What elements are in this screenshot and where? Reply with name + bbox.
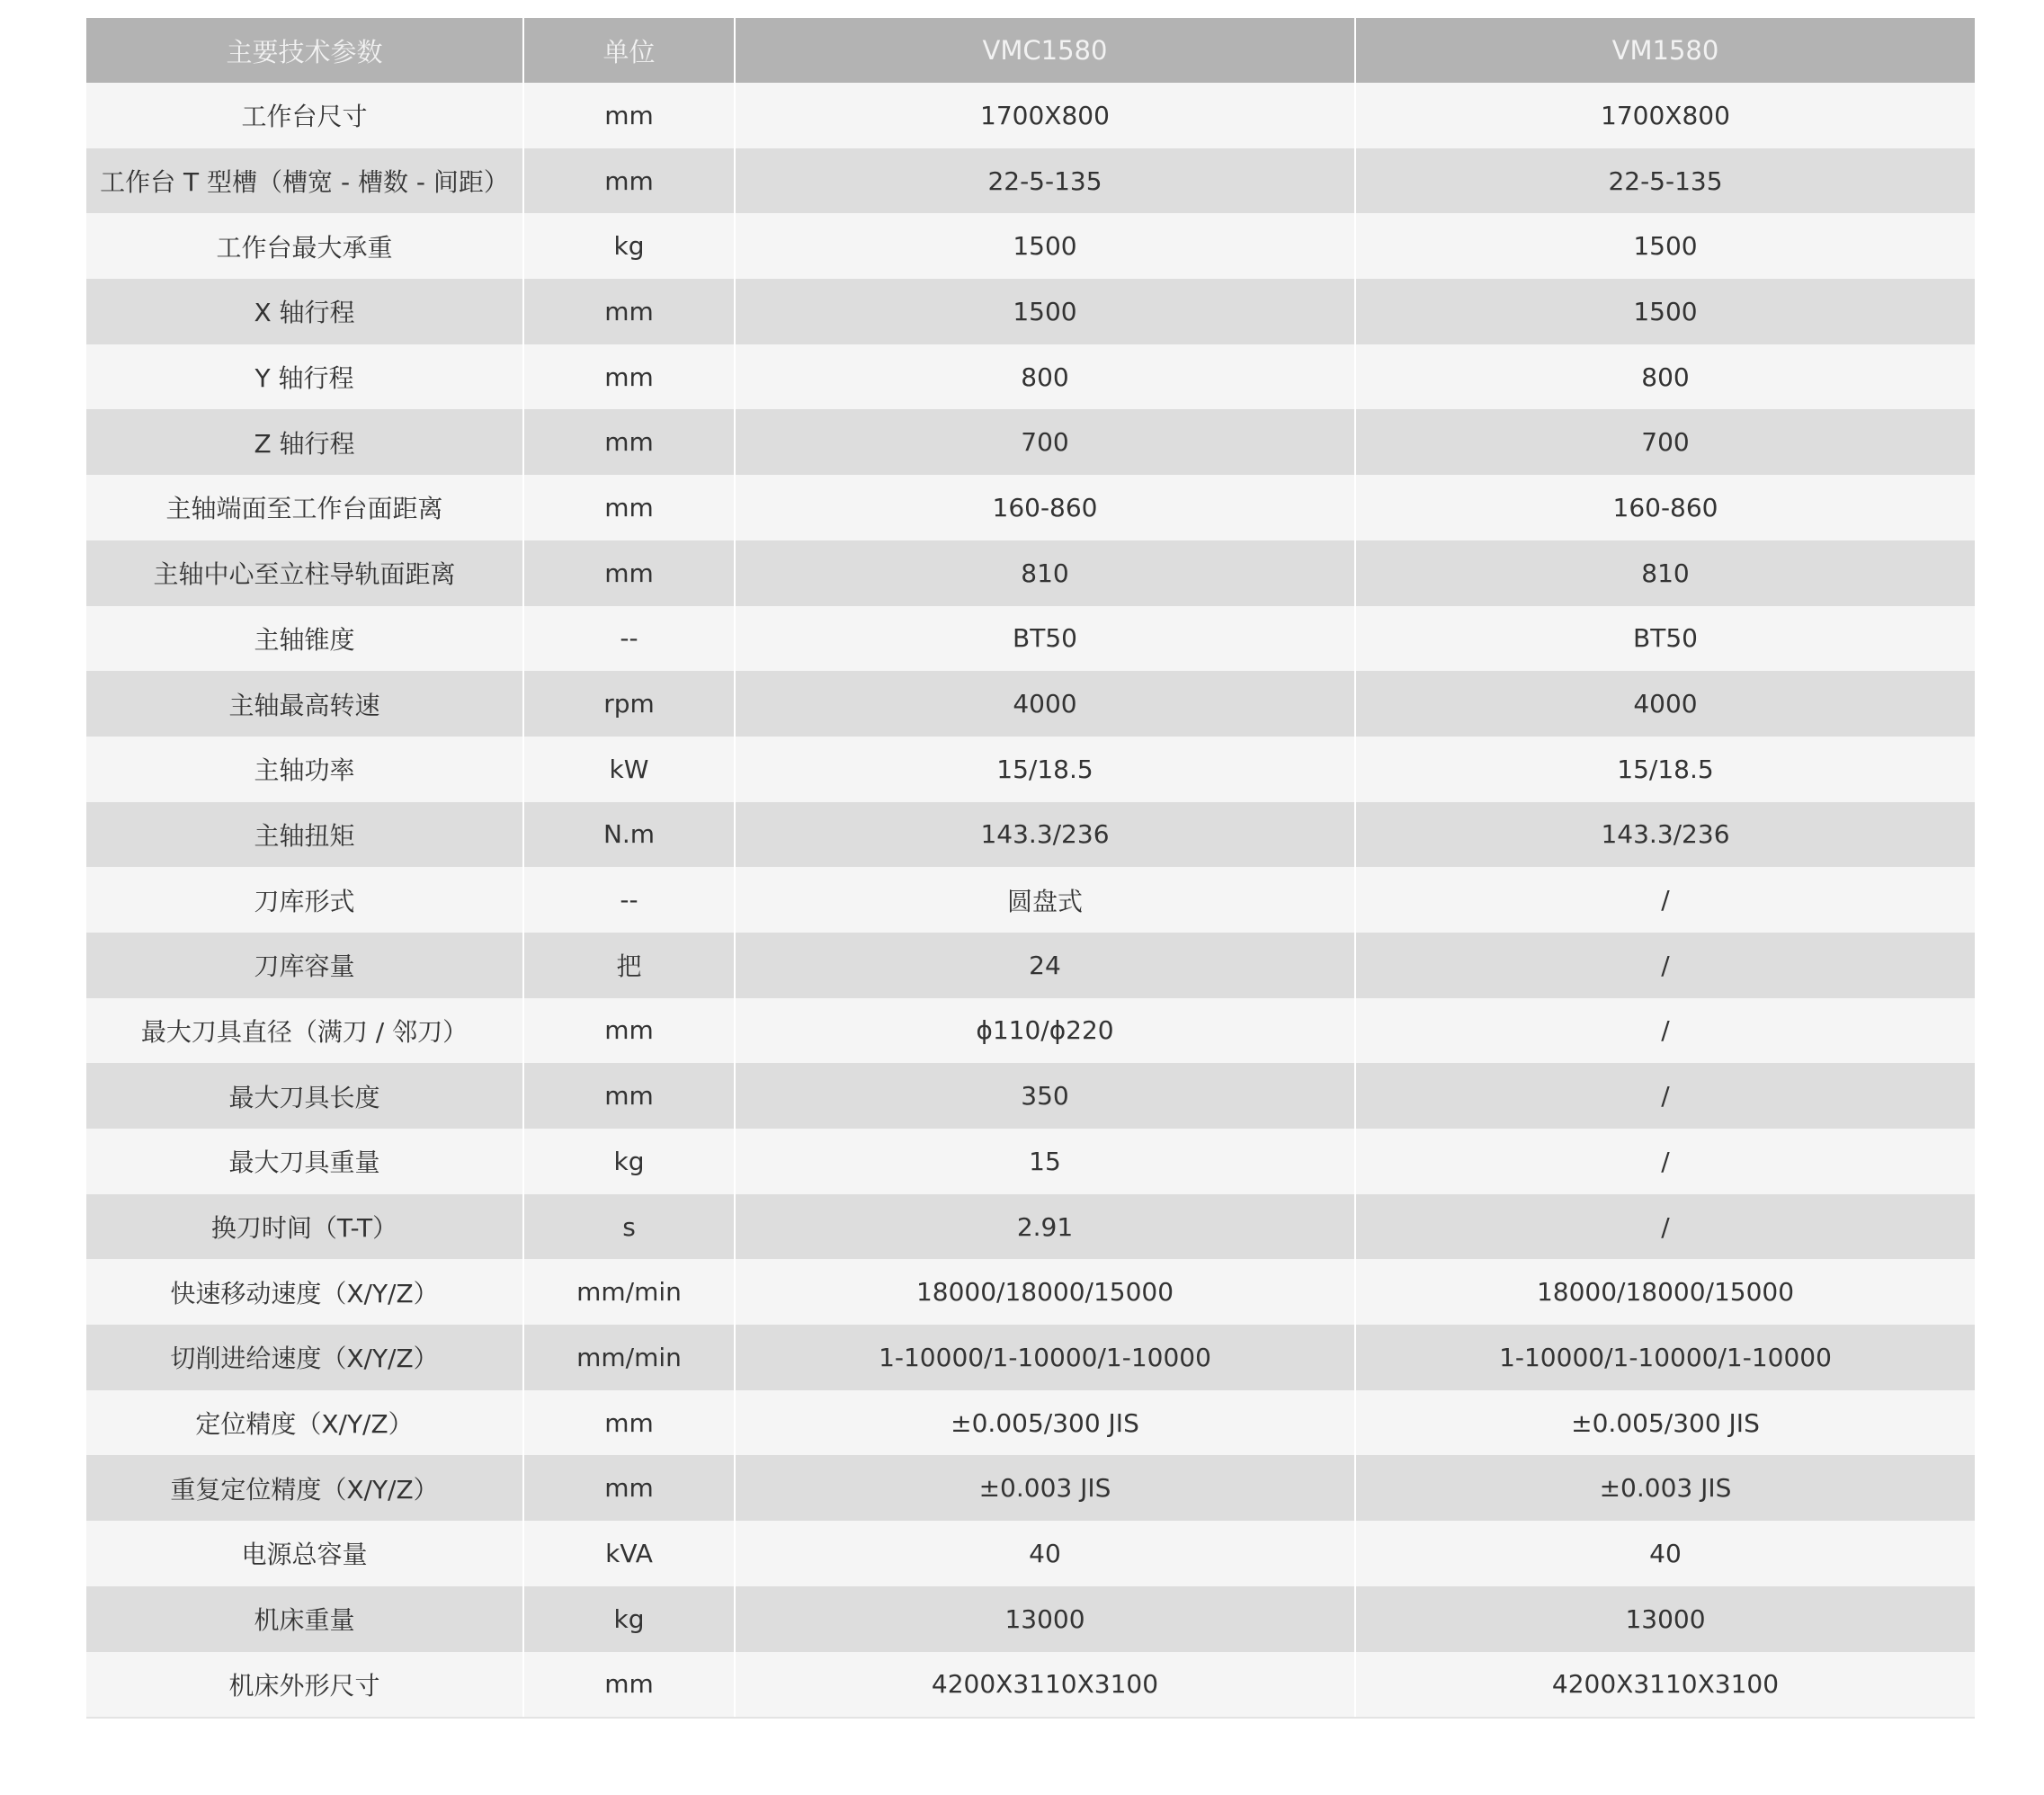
unit-cell: mm xyxy=(523,83,735,148)
parameter-cell: Y 轴行程 xyxy=(86,344,523,410)
header-unit: 单位 xyxy=(523,18,735,83)
table-row xyxy=(86,148,1975,214)
vmc1580-value-cell: 15/18.5 xyxy=(735,737,1355,802)
unit-cell: mm xyxy=(523,540,735,606)
table-row xyxy=(86,344,1975,410)
vmc1580-value-cell: 810 xyxy=(735,540,1355,606)
vmc1580-value-cell: 1700X800 xyxy=(735,83,1355,148)
vm1580-value-cell: 22-5-135 xyxy=(1355,148,1975,214)
vmc1580-value-cell: BT50 xyxy=(735,606,1355,672)
vmc1580-value-cell: 143.3/236 xyxy=(735,802,1355,868)
table-row xyxy=(86,1063,1975,1129)
unit-cell: -- xyxy=(523,606,735,672)
vmc1580-value-cell: 160-860 xyxy=(735,475,1355,540)
unit-cell: rpm xyxy=(523,671,735,737)
table-header xyxy=(86,18,1975,83)
table-row xyxy=(86,1194,1975,1260)
table-row xyxy=(86,998,1975,1064)
table-row xyxy=(86,475,1975,540)
parameter-cell: 主轴功率 xyxy=(86,737,523,802)
vmc1580-value-cell: 350 xyxy=(735,1063,1355,1129)
vm1580-value-cell: BT50 xyxy=(1355,606,1975,672)
unit-cell: kVA xyxy=(523,1521,735,1586)
unit-cell: -- xyxy=(523,867,735,933)
vm1580-value-cell: 1500 xyxy=(1355,213,1975,279)
table-row xyxy=(86,1390,1975,1456)
vmc1580-value-cell: 22-5-135 xyxy=(735,148,1355,214)
parameter-cell: 工作台 T 型槽（槽宽 - 槽数 - 间距） xyxy=(86,148,523,214)
unit-cell: mm/min xyxy=(523,1259,735,1325)
table-row xyxy=(86,1521,1975,1586)
vmc1580-value-cell: 18000/18000/15000 xyxy=(735,1259,1355,1325)
unit-cell: mm xyxy=(523,475,735,540)
parameter-cell: 主轴端面至工作台面距离 xyxy=(86,475,523,540)
parameter-cell: X 轴行程 xyxy=(86,279,523,344)
vmc1580-value-cell: 1500 xyxy=(735,213,1355,279)
vm1580-value-cell: / xyxy=(1355,867,1975,933)
parameter-cell: 主轴扭矩 xyxy=(86,802,523,868)
vm1580-value-cell: 13000 xyxy=(1355,1586,1975,1652)
table-row xyxy=(86,671,1975,737)
unit-cell: mm xyxy=(523,1063,735,1129)
unit-cell: kW xyxy=(523,737,735,802)
table-row xyxy=(86,802,1975,868)
unit-cell: mm xyxy=(523,279,735,344)
parameter-cell: 主轴锥度 xyxy=(86,606,523,672)
parameter-cell: 机床重量 xyxy=(86,1586,523,1652)
parameter-cell: 工作台最大承重 xyxy=(86,213,523,279)
parameter-cell: 刀库形式 xyxy=(86,867,523,933)
table-row xyxy=(86,606,1975,672)
vmc1580-value-cell: 4000 xyxy=(735,671,1355,737)
vm1580-value-cell: / xyxy=(1355,998,1975,1064)
unit-cell: mm xyxy=(523,148,735,214)
table-row xyxy=(86,83,1975,148)
unit-cell: kg xyxy=(523,213,735,279)
header-parameter: 主要技术参数 xyxy=(86,18,523,83)
header-row xyxy=(86,18,1975,83)
vm1580-value-cell: 143.3/236 xyxy=(1355,802,1975,868)
table-row xyxy=(86,279,1975,344)
spec-table xyxy=(86,18,1975,1719)
vm1580-value-cell: 800 xyxy=(1355,344,1975,410)
parameter-cell: 最大刀具直径（满刀 / 邻刀） xyxy=(86,998,523,1064)
vmc1580-value-cell: 24 xyxy=(735,933,1355,998)
vm1580-value-cell: 18000/18000/15000 xyxy=(1355,1259,1975,1325)
vm1580-value-cell: 1-10000/1-10000/1-10000 xyxy=(1355,1325,1975,1390)
parameter-cell: 快速移动速度（X/Y/Z） xyxy=(86,1259,523,1325)
table-row xyxy=(86,933,1975,998)
table-row xyxy=(86,737,1975,802)
vm1580-value-cell: 4200X3110X3100 xyxy=(1355,1652,1975,1719)
vm1580-value-cell: 4000 xyxy=(1355,671,1975,737)
table-row xyxy=(86,1259,1975,1325)
parameter-cell: 机床外形尺寸 xyxy=(86,1652,523,1719)
vm1580-value-cell: 15/18.5 xyxy=(1355,737,1975,802)
vm1580-value-cell: 1500 xyxy=(1355,279,1975,344)
vmc1580-value-cell: 4200X3110X3100 xyxy=(735,1652,1355,1719)
unit-cell: mm xyxy=(523,998,735,1064)
table-row xyxy=(86,409,1975,475)
unit-cell: s xyxy=(523,1194,735,1260)
unit-cell: N.m xyxy=(523,802,735,868)
vmc1580-value-cell: 圆盘式 xyxy=(735,867,1355,933)
vm1580-value-cell: / xyxy=(1355,1063,1975,1129)
parameter-cell: Z 轴行程 xyxy=(86,409,523,475)
vm1580-value-cell: / xyxy=(1355,1194,1975,1260)
vm1580-value-cell: ±0.005/300 JIS xyxy=(1355,1390,1975,1456)
vm1580-value-cell: ±0.003 JIS xyxy=(1355,1455,1975,1521)
table-row xyxy=(86,1652,1975,1719)
vm1580-value-cell: 1700X800 xyxy=(1355,83,1975,148)
vm1580-value-cell: 810 xyxy=(1355,540,1975,606)
table-row xyxy=(86,1586,1975,1652)
parameter-cell: 切削进给速度（X/Y/Z） xyxy=(86,1325,523,1390)
unit-cell: kg xyxy=(523,1129,735,1194)
table-row xyxy=(86,867,1975,933)
table-row xyxy=(86,1455,1975,1521)
vmc1580-value-cell: 1500 xyxy=(735,279,1355,344)
table-body xyxy=(86,83,1975,1718)
header-model-vmc1580: VMC1580 xyxy=(735,18,1355,83)
unit-cell: mm xyxy=(523,1390,735,1456)
table-row xyxy=(86,1129,1975,1194)
parameter-cell: 主轴最高转速 xyxy=(86,671,523,737)
parameter-cell: 换刀时间（T-T） xyxy=(86,1194,523,1260)
vm1580-value-cell: / xyxy=(1355,933,1975,998)
parameter-cell: 定位精度（X/Y/Z） xyxy=(86,1390,523,1456)
vmc1580-value-cell: ±0.005/300 JIS xyxy=(735,1390,1355,1456)
unit-cell: mm/min xyxy=(523,1325,735,1390)
parameter-cell: 最大刀具重量 xyxy=(86,1129,523,1194)
parameter-cell: 最大刀具长度 xyxy=(86,1063,523,1129)
vmc1580-value-cell: ϕ110/ϕ220 xyxy=(735,998,1355,1064)
parameter-cell: 主轴中心至立柱导轨面距离 xyxy=(86,540,523,606)
unit-cell: mm xyxy=(523,1455,735,1521)
table-row xyxy=(86,1325,1975,1390)
unit-cell: mm xyxy=(523,1652,735,1719)
vmc1580-value-cell: 40 xyxy=(735,1521,1355,1586)
vmc1580-value-cell: 2.91 xyxy=(735,1194,1355,1260)
vm1580-value-cell: 700 xyxy=(1355,409,1975,475)
unit-cell: mm xyxy=(523,344,735,410)
parameter-cell: 电源总容量 xyxy=(86,1521,523,1586)
vmc1580-value-cell: 800 xyxy=(735,344,1355,410)
parameter-cell: 重复定位精度（X/Y/Z） xyxy=(86,1455,523,1521)
unit-cell: 把 xyxy=(523,933,735,998)
parameter-cell: 刀库容量 xyxy=(86,933,523,998)
header-model-vm1580: VM1580 xyxy=(1355,18,1975,83)
parameter-cell: 工作台尺寸 xyxy=(86,83,523,148)
vm1580-value-cell: 40 xyxy=(1355,1521,1975,1586)
table-row xyxy=(86,213,1975,279)
vm1580-value-cell: / xyxy=(1355,1129,1975,1194)
unit-cell: kg xyxy=(523,1586,735,1652)
vmc1580-value-cell: 1-10000/1-10000/1-10000 xyxy=(735,1325,1355,1390)
vmc1580-value-cell: 700 xyxy=(735,409,1355,475)
vmc1580-value-cell: 13000 xyxy=(735,1586,1355,1652)
table-row xyxy=(86,540,1975,606)
unit-cell: mm xyxy=(523,409,735,475)
vmc1580-value-cell: 15 xyxy=(735,1129,1355,1194)
vmc1580-value-cell: ±0.003 JIS xyxy=(735,1455,1355,1521)
vm1580-value-cell: 160-860 xyxy=(1355,475,1975,540)
